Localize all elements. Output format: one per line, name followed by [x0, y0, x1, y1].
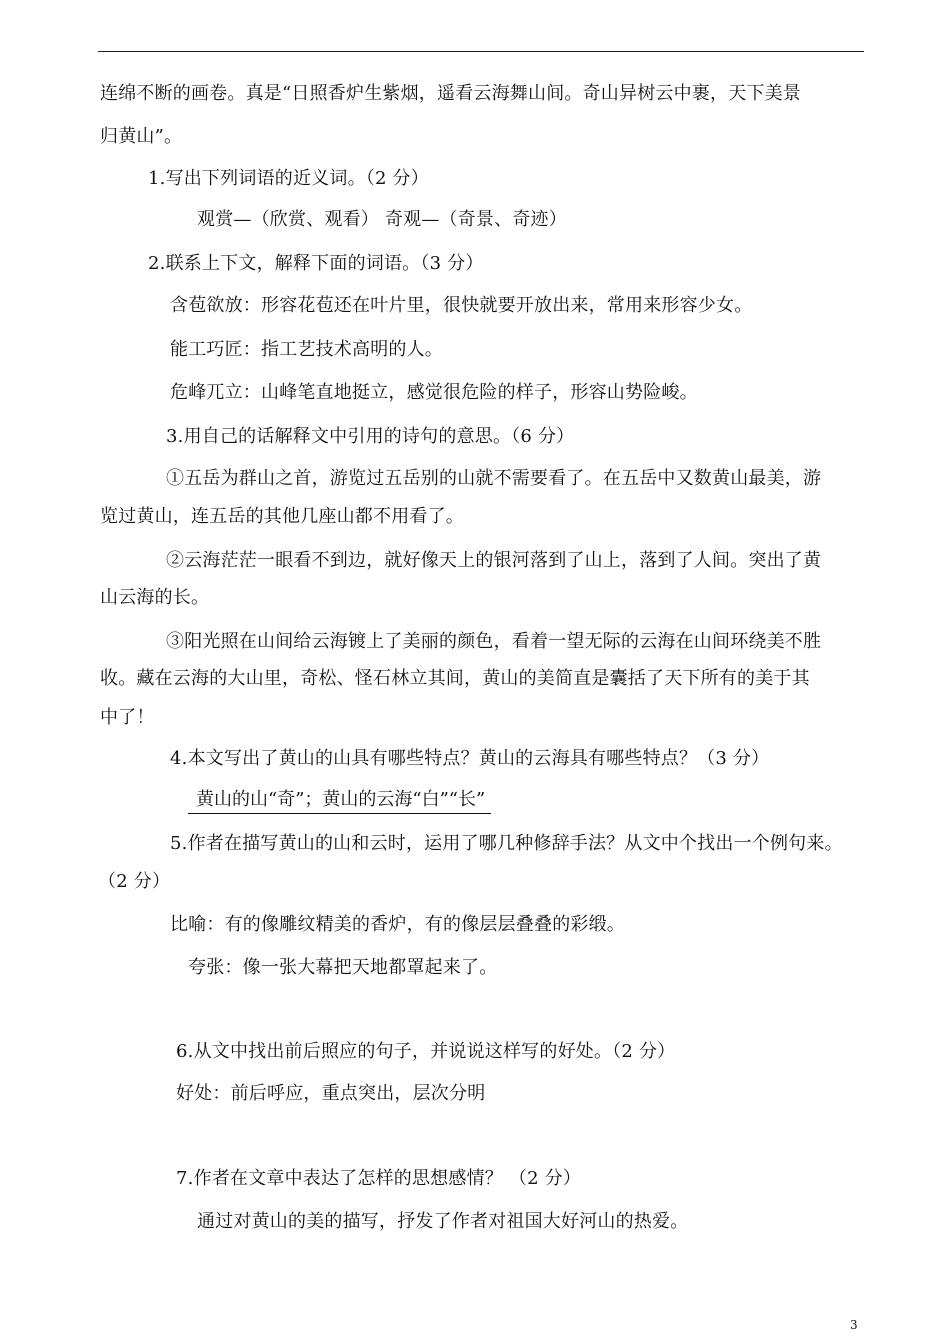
answer-5-hyperbole: 夸张：像一张大幕把天地都罩起来了。 — [188, 957, 498, 978]
question-4: 4.本文写出了黄山的山具有哪些特点？黄山的云海具有哪些特点？（3 分） — [170, 748, 770, 769]
answer-1: 观赏—（欣赏、观看） 奇观—（奇景、奇迹） — [197, 209, 567, 230]
page-number: 3 — [850, 1318, 858, 1332]
answer-3-item-3-line-3: 中了！ — [100, 707, 155, 728]
answer-3-item-1-line-1: ①五岳为群山之首，游览过五岳别的山就不需要看了。在五岳中又数黄山最美，游 — [166, 468, 822, 489]
question-1: 1.写出下列词语的近义词。（2 分） — [148, 168, 429, 189]
answer-2-item-1: 含苞欲放：形容花苞还在叶片里，很快就要开放出来，常用来形容少女。 — [170, 295, 753, 316]
answer-3-item-1-line-2: 览过黄山，连五岳的其他几座山都不用看了。 — [100, 506, 464, 527]
question-2: 2.联系上下文，解释下面的词语。（3 分） — [148, 253, 484, 274]
answer-2-item-3: 危峰兀立：山峰笔直地挺立，感觉很危险的样子，形容山势险峻。 — [170, 382, 698, 403]
answer-2-item-2: 能工巧匠：指工艺技术高明的人。 — [170, 339, 443, 360]
question-5-line-1: 5.作者在描写黄山的山和云时，运用了哪几种修辞手法？从文中个找出一个例句来。 — [170, 833, 843, 854]
intro-line-1: 连绵不断的画卷。真是“日照香炉生紫烟，遥看云海舞山间。奇山异树云中裹，天下美景 — [100, 83, 801, 104]
question-7: 7.作者在文章中表达了怎样的思想感情？ （2 分） — [176, 1168, 582, 1189]
answer-7: 通过对黄山的美的描写，抒发了作者对祖国大好河山的热爱。 — [197, 1211, 689, 1232]
answer-3-item-2-line-1: ②云海茫茫一眼看不到边，就好像天上的银河落到了山上，落到了人间。突出了黄 — [166, 550, 822, 571]
answer-5-metaphor: 比喻：有的像雕纹精美的香炉，有的像层层叠叠的彩缎。 — [170, 914, 625, 935]
answer-6: 好处：前后呼应，重点突出，层次分明 — [176, 1083, 486, 1104]
header-rule — [98, 51, 864, 52]
answer-3-item-3-line-2: 收。藏在云海的大山里，奇松、怪石林立其间，黄山的美简直是囊括了天下所有的美于其 — [100, 668, 810, 689]
answer-3-item-2-line-2: 山云海的长。 — [100, 587, 210, 608]
answer-4-underlined: 黄山的山“奇”；黄山的云海“白”“长” — [188, 788, 491, 814]
intro-line-2: 归黄山”。 — [100, 126, 183, 147]
question-6: 6.从文中找出前后照应的句子，并说说这样写的好处。（2 分） — [176, 1041, 676, 1062]
answer-3-item-3-line-1: ③阳光照在山间给云海镀上了美丽的颜色，看着一望无际的云海在山间环绕美不胜 — [166, 631, 822, 652]
question-3: 3.用自己的话解释文中引用的诗句的意思。（6 分） — [166, 426, 575, 447]
question-5-line-2: （2 分） — [98, 871, 171, 892]
